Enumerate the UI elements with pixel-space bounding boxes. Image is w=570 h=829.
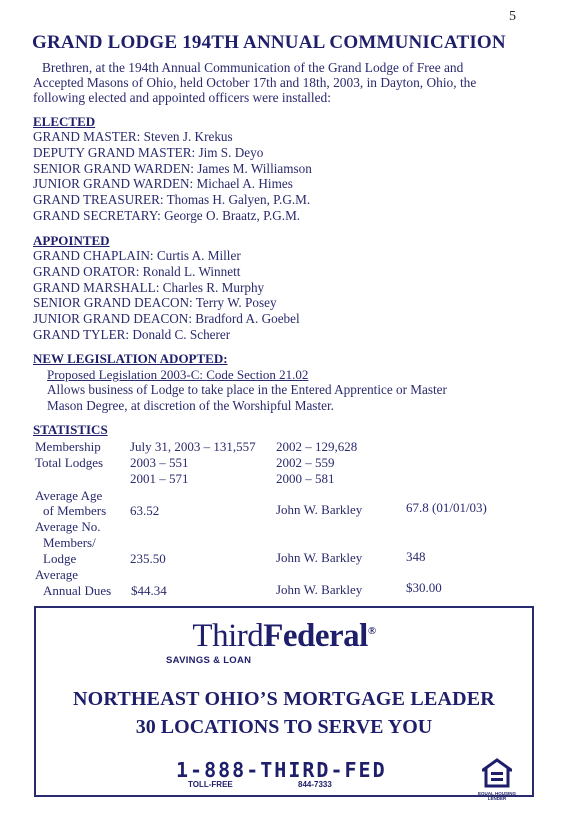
officer-entry: JUNIOR GRAND DEACON: Bradford A. Goebel — [33, 311, 300, 327]
officer-entry: GRAND CHAPLAIN: Curtis A. Miller — [33, 248, 241, 263]
intro-line: following elected and appointed officers were installed: — [33, 90, 331, 105]
third-federal-ad — [34, 606, 534, 801]
officer-entry: GRAND SECRETARY: George O. Braatz, P.G.M. — [33, 207, 301, 223]
lodges-cell: 2003 – 551 — [130, 455, 189, 470]
elected-list — [33, 129, 312, 224]
officer-entry: SENIOR GRAND WARDEN: James M. Williamson — [33, 160, 312, 176]
toll-free-label: TOLL-FREE — [188, 780, 233, 789]
appointed-list — [33, 248, 300, 343]
avgno-label: Members/ — [43, 535, 96, 550]
lodges-cell: 2002 – 559 — [276, 455, 335, 470]
officer-entry: GRAND MARSHALL: Charles R. Murphy — [33, 279, 265, 295]
page-number: 5 — [509, 9, 516, 24]
age-value: 63.52 — [130, 503, 160, 518]
statistics-heading: STATISTICS — [33, 422, 108, 437]
membership-value: July 31, 2003 – 131,557 — [130, 439, 256, 454]
officer-entry: GRAND ORATOR: Ronald L. Winnett — [33, 263, 241, 279]
membership-label: Membership — [35, 439, 101, 454]
age-record-holder: John W. Barkley — [276, 502, 363, 517]
officer-entry: GRAND TREASURER: Thomas H. Galyen, P.G.M. — [33, 192, 311, 208]
legislation-line: Allows business of Lodge to take place in the Entered Apprentice or Master — [47, 382, 447, 397]
logo-subtitle: SAVINGS & LOAN — [166, 655, 252, 666]
intro-line: Accepted Masons of Ohio, held October 17th and 18th, 2003, in Dayton, Ohio, the — [33, 75, 477, 90]
registered-mark: ® — [367, 625, 376, 637]
legislation-heading: NEW LEGISLATION ADOPTED: — [33, 351, 228, 366]
age-label: Average Age — [35, 488, 103, 503]
avgno-label: Average No. — [35, 519, 101, 534]
dues-label: Annual Dues — [43, 583, 112, 598]
avgno-label: Lodge — [43, 551, 77, 566]
ad-headline: NORTHEAST OHIO’S MORTGAGE LEADER — [73, 688, 495, 710]
appointed-heading: APPOINTED — [33, 233, 110, 248]
dues-record-holder: John W. Barkley — [276, 582, 363, 597]
lodges-label: Total Lodges — [35, 455, 104, 470]
membership-prev: 2002 – 129,628 — [276, 439, 358, 454]
intro-paragraph — [33, 60, 523, 105]
lodges-cell: 2000 – 581 — [276, 471, 335, 486]
lodges-cell: 2001 – 571 — [130, 471, 189, 486]
dues-record: $30.00 — [406, 580, 442, 595]
officer-entry: JUNIOR GRAND WARDEN: Michael A. Himes — [33, 176, 293, 192]
dues-label: Average — [35, 567, 79, 582]
avgno-record: 348 — [406, 549, 426, 564]
elected-heading: ELECTED — [33, 114, 96, 129]
age-label: of Members — [43, 503, 107, 518]
legislation-line: Mason Degree, at discretion of the Worshipful Master. — [47, 398, 334, 413]
officer-entry: GRAND MASTER: Steven J. Krekus — [33, 129, 233, 144]
phone-mnemonic: 1-888-THIRD-FED — [176, 758, 387, 782]
ad-subheadline: 30 LOCATIONS TO SERVE YOU — [135, 716, 433, 738]
equal-housing-lender-icon — [482, 758, 512, 792]
logo-part-third: Third — [192, 618, 264, 654]
page-title: GRAND LODGE 194TH ANNUAL COMMUNICATION — [32, 32, 506, 53]
equal-housing-text: EQUAL HOUSING LENDER — [478, 791, 516, 801]
officer-entry: GRAND TYLER: Donald C. Scherer — [33, 326, 231, 342]
third-federal-logo — [36, 618, 532, 655]
age-record: 67.8 (01/01/03) — [406, 500, 487, 515]
phone-number: 844-7333 — [298, 780, 332, 789]
avgno-value: 235.50 — [130, 551, 166, 566]
avgno-record-holder: John W. Barkley — [276, 550, 363, 565]
legislation-description — [47, 382, 447, 414]
officer-entry: DEPUTY GRAND MASTER: Jim S. Deyo — [33, 144, 264, 160]
officer-entry: SENIOR GRAND DEACON: Terry W. Posey — [33, 295, 277, 311]
intro-line: Brethren, at the 194th Annual Communication of the Grand Lodge of Free and — [42, 60, 464, 75]
dues-value: $44.34 — [131, 583, 167, 598]
legislation-title: Proposed Legislation 2003-C: Code Section 21.02 — [47, 367, 309, 382]
logo-part-federal: Federal — [263, 618, 368, 654]
